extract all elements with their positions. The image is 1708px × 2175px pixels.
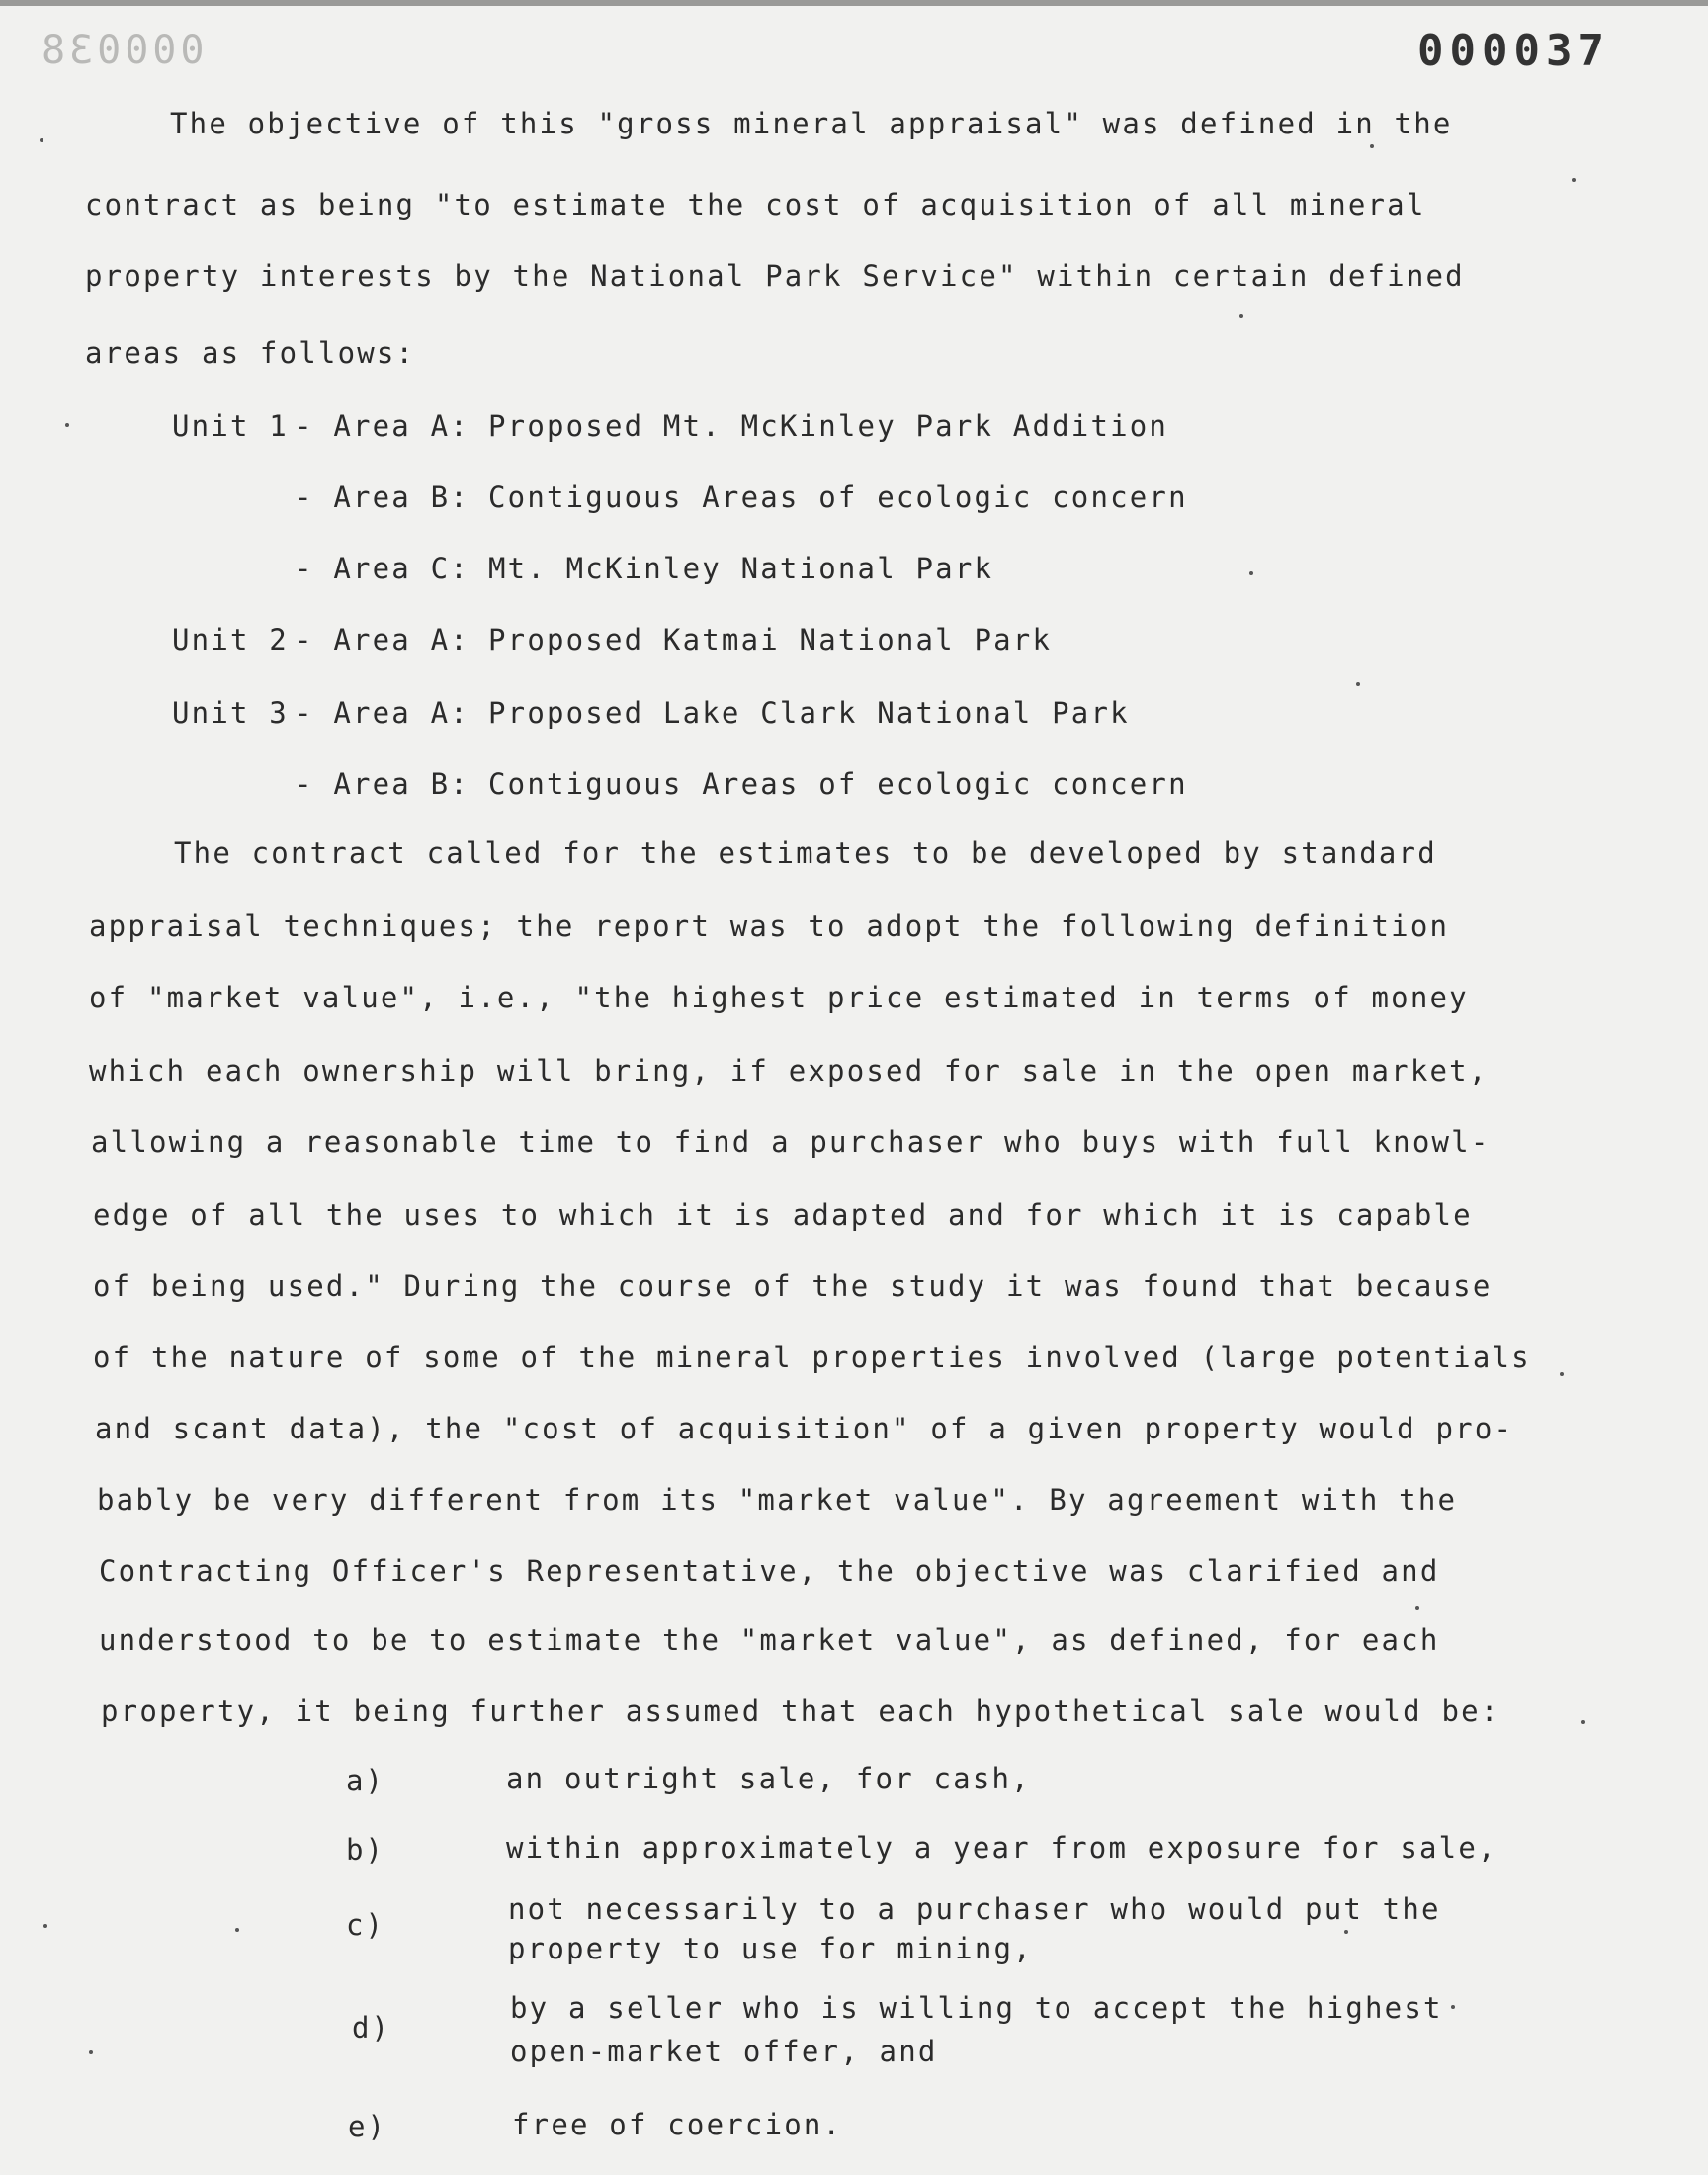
scan-speck [1451, 2005, 1455, 2009]
area-label: - Area C: [295, 552, 470, 585]
intro-line: The objective of this "gross mineral appraisal" was defined in the [170, 107, 1453, 140]
condition-text: free of coercion. [512, 2108, 843, 2141]
scan-speck [89, 2050, 93, 2054]
scan-speck [1572, 178, 1576, 182]
scan-speck [1249, 571, 1253, 575]
scan-speck [40, 138, 43, 142]
condition-label: c) [346, 1908, 384, 1942]
unit-label: Unit 1 [172, 409, 289, 443]
body-line: The contract called for the estimates to be developed by standard [174, 836, 1437, 870]
unit-label: Unit 3 [172, 696, 289, 730]
scan-top-edge [0, 0, 1708, 6]
body-line: bably be very different from its "market value". By agreement with the [97, 1483, 1458, 1517]
scan-speck [1415, 1606, 1419, 1610]
intro-line: contract as being "to estimate the cost of acquisition of all mineral [85, 188, 1426, 221]
body-line: appraisal techniques; the report was to adopt the following definition [89, 910, 1450, 943]
body-line: of being used." During the course of the study it was found that because [93, 1269, 1493, 1303]
scan-speck [65, 423, 69, 427]
scan-speck [1344, 1930, 1348, 1934]
intro-line: areas as follows: [85, 336, 416, 370]
condition-text: not necessarily to a purchaser who would put the [508, 1892, 1441, 1926]
scan-speck [1356, 682, 1360, 686]
page-stamp-number: 000037 [1417, 26, 1610, 76]
condition-label: e) [348, 2110, 386, 2143]
area-description: Contiguous Areas of ecologic concern [488, 480, 1188, 514]
condition-text: an outright sale, for cash, [506, 1762, 1031, 1795]
body-line: of the nature of some of the mineral properties involved (large potentials [93, 1341, 1531, 1374]
condition-label: b) [346, 1833, 384, 1867]
body-line: of "market value", i.e., "the highest price estimated in terms of money [89, 981, 1469, 1014]
scan-speck [1560, 1372, 1564, 1376]
condition-text: by a seller who is willing to accept the highest [510, 1991, 1443, 2025]
condition-label: d) [352, 2011, 390, 2044]
condition-text: within approximately a year from exposure for sale, [506, 1831, 1497, 1865]
area-description: Mt. McKinley National Park [488, 552, 994, 585]
page-stamp-mirrored: 000038 [38, 28, 205, 73]
body-line: edge of all the uses to which it is adapted and for which it is capable [93, 1198, 1473, 1232]
body-line: allowing a reasonable time to find a purchaser who buys with full knowl- [91, 1125, 1491, 1159]
area-label: - Area B: [295, 480, 470, 514]
area-label: - Area A: [295, 409, 470, 443]
body-line: which each ownership will bring, if exposed for sale in the open market, [89, 1054, 1489, 1088]
area-description: Proposed Katmai National Park [488, 623, 1053, 656]
scan-speck [1370, 144, 1374, 148]
scan-speck [1239, 314, 1243, 318]
area-label: - Area B: [295, 767, 470, 801]
area-description: Proposed Mt. McKinley Park Addition [488, 409, 1169, 443]
body-line: and scant data), the "cost of acquisition" of a given property would pro- [95, 1412, 1514, 1445]
body-line: understood to be to estimate the "market value", as defined, for each [99, 1623, 1440, 1657]
area-label: - Area A: [295, 623, 470, 656]
condition-label: a) [346, 1764, 384, 1797]
area-description: Contiguous Areas of ecologic concern [488, 767, 1188, 801]
scan-speck [43, 1924, 47, 1928]
body-line: Contracting Officer's Representative, the objective was clarified and [99, 1554, 1440, 1588]
condition-text: property to use for mining, [508, 1932, 1033, 1965]
condition-text: open-market offer, and [510, 2035, 938, 2068]
body-line: property, it being further assumed that each hypothetical sale would be: [101, 1695, 1500, 1728]
scan-speck [1581, 1720, 1585, 1724]
intro-line: property interests by the National Park Service" within certain defined [85, 259, 1465, 293]
scan-speck [235, 1928, 239, 1932]
unit-label: Unit 2 [172, 623, 289, 656]
area-label: - Area A: [295, 696, 470, 730]
area-description: Proposed Lake Clark National Park [488, 696, 1130, 730]
